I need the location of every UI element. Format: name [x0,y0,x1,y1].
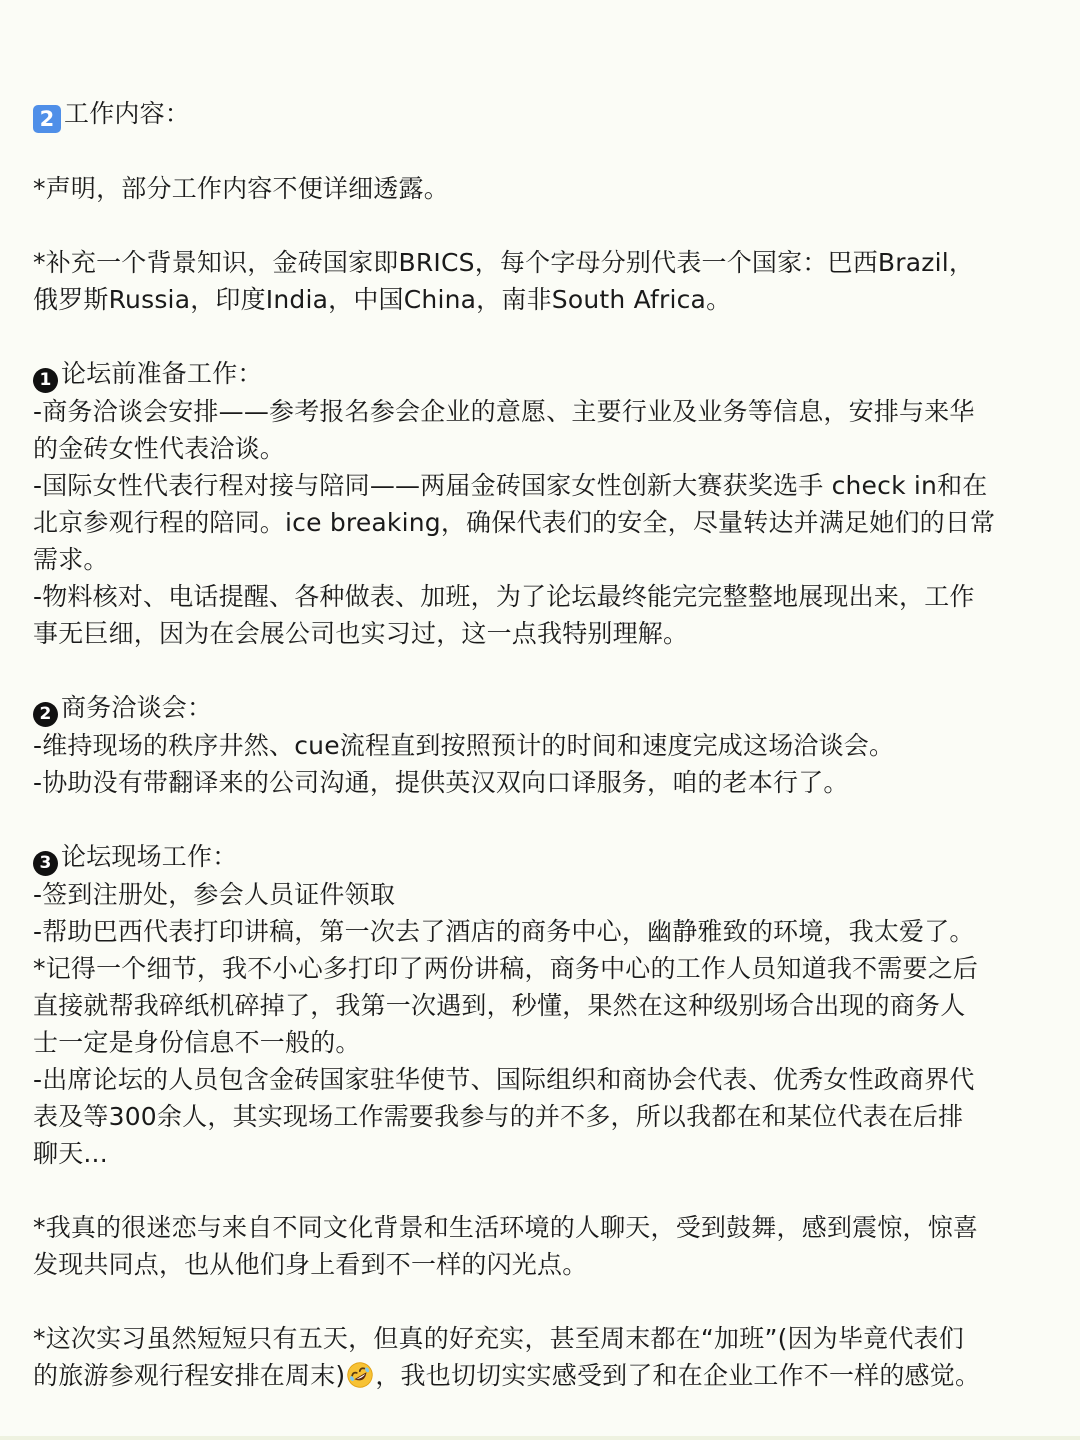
rolling-on-the-floor-laughing-emoji-icon [346,1361,374,1389]
part1-line: 需求。 [33,545,109,574]
part1-title [33,355,1045,393]
spacer [33,133,1045,170]
closing-line-2-end: ，我也切切实实感受到了和在企业工作不一样的感觉。 [375,1361,981,1390]
keycap-2-icon: 2 [33,105,61,133]
circled-number-3-icon: 3 [33,851,58,876]
part3-line: 士一定是身份信息不一般的。 [33,1028,361,1057]
part3-line: *记得一个细节，我不小心多打印了两份讲稿，商务中心的工作人员知道我不需要之后 [33,954,979,983]
part3-line: -出席论坛的人员包含金砖国家驻华使节、国际组织和商协会代表、优秀女性政商界代 [33,1065,975,1094]
part3-title [33,838,1045,876]
spacer [33,652,1045,689]
spacer [33,318,1045,355]
circled-number-1-icon: 1 [33,368,58,393]
reflection-line-2: 发现共同点，也从他们身上看到不一样的闪光点。 [33,1250,588,1279]
part1-line: -商务洽谈会安排——参考报名参会企业的意愿、主要行业及业务等信息，安排与来华 [33,397,975,426]
section-title [33,95,1045,133]
background-note-line-2: 俄罗斯Russia，印度India，中国China，南非South Africa。 [33,285,732,314]
part1-line: 北京参观行程的陪同。ice breaking，确保代表们的安全，尽量转达并满足她们的日常 [33,508,996,537]
reflection-line-1: *我真的很迷恋与来自不同文化背景和生活环境的人聊天，受到鼓舞，感到震惊，惊喜 [33,1213,979,1242]
part1-line: 的金砖女性代表洽谈。 [33,434,286,463]
part2-line: -协助没有带翻译来的公司沟通，提供英汉双向口译服务，咱的老本行了。 [33,768,849,797]
part2-title-text: 商务洽谈会： [61,693,213,722]
spacer [33,1172,1045,1209]
closing-line-2 [33,1357,1045,1394]
part3-line: -签到注册处，参会人员证件领取 [33,880,396,909]
part1-line: -国际女性代表行程对接与陪同——两届金砖国家女性创新大赛获奖选手 check in和在 [33,471,988,500]
part3-line: 聊天... [33,1139,108,1168]
part1-line: -物料核对、电话提醒、各种做表、加班，为了论坛最终能完完整整地展现出来，工作 [33,582,975,611]
disclaimer: *声明，部分工作内容不便详细透露。 [33,174,449,203]
closing-line-1: *这次实习虽然短短只有五天，但真的好充实，甚至周末都在“加班”(因为毕竟代表们 [33,1324,964,1353]
spacer [33,207,1045,244]
spacer [33,801,1045,838]
part3-title-text: 论坛现场工作： [61,842,238,871]
part1-line: 事无巨细，因为在会展公司也实习过，这一点我特别理解。 [33,619,689,648]
part3-line: -帮助巴西代表打印讲稿，第一次去了酒店的商务中心，幽静雅致的环境，我太爱了。 [33,917,975,946]
part3-line: 表及等300余人，其实现场工作需要我参与的并不多，所以我都在和某位代表在后排 [33,1102,964,1131]
part2-title [33,689,1045,727]
part1-title-text: 论坛前准备工作： [61,359,263,388]
circled-number-2-icon: 2 [33,702,58,727]
spacer [33,1283,1045,1320]
background-note-line-1: *补充一个背景知识，金砖国家即BRICS，每个字母分别代表一个国家：巴西Brazil， [33,248,975,277]
closing-line-2-start: 的旅游参观行程安排在周末) [33,1361,346,1390]
part3-line: 直接就帮我碎纸机碎掉了，我第一次遇到，秒懂，果然在这种级别场合出现的商务人 [33,991,966,1020]
part2-line: -维持现场的秩序井然、cue流程直到按照预计的时间和速度完成这场洽谈会。 [33,731,895,760]
note-body [33,95,1045,1394]
bottom-divider [0,1436,1080,1440]
section-title-text: 工作内容： [64,99,191,128]
